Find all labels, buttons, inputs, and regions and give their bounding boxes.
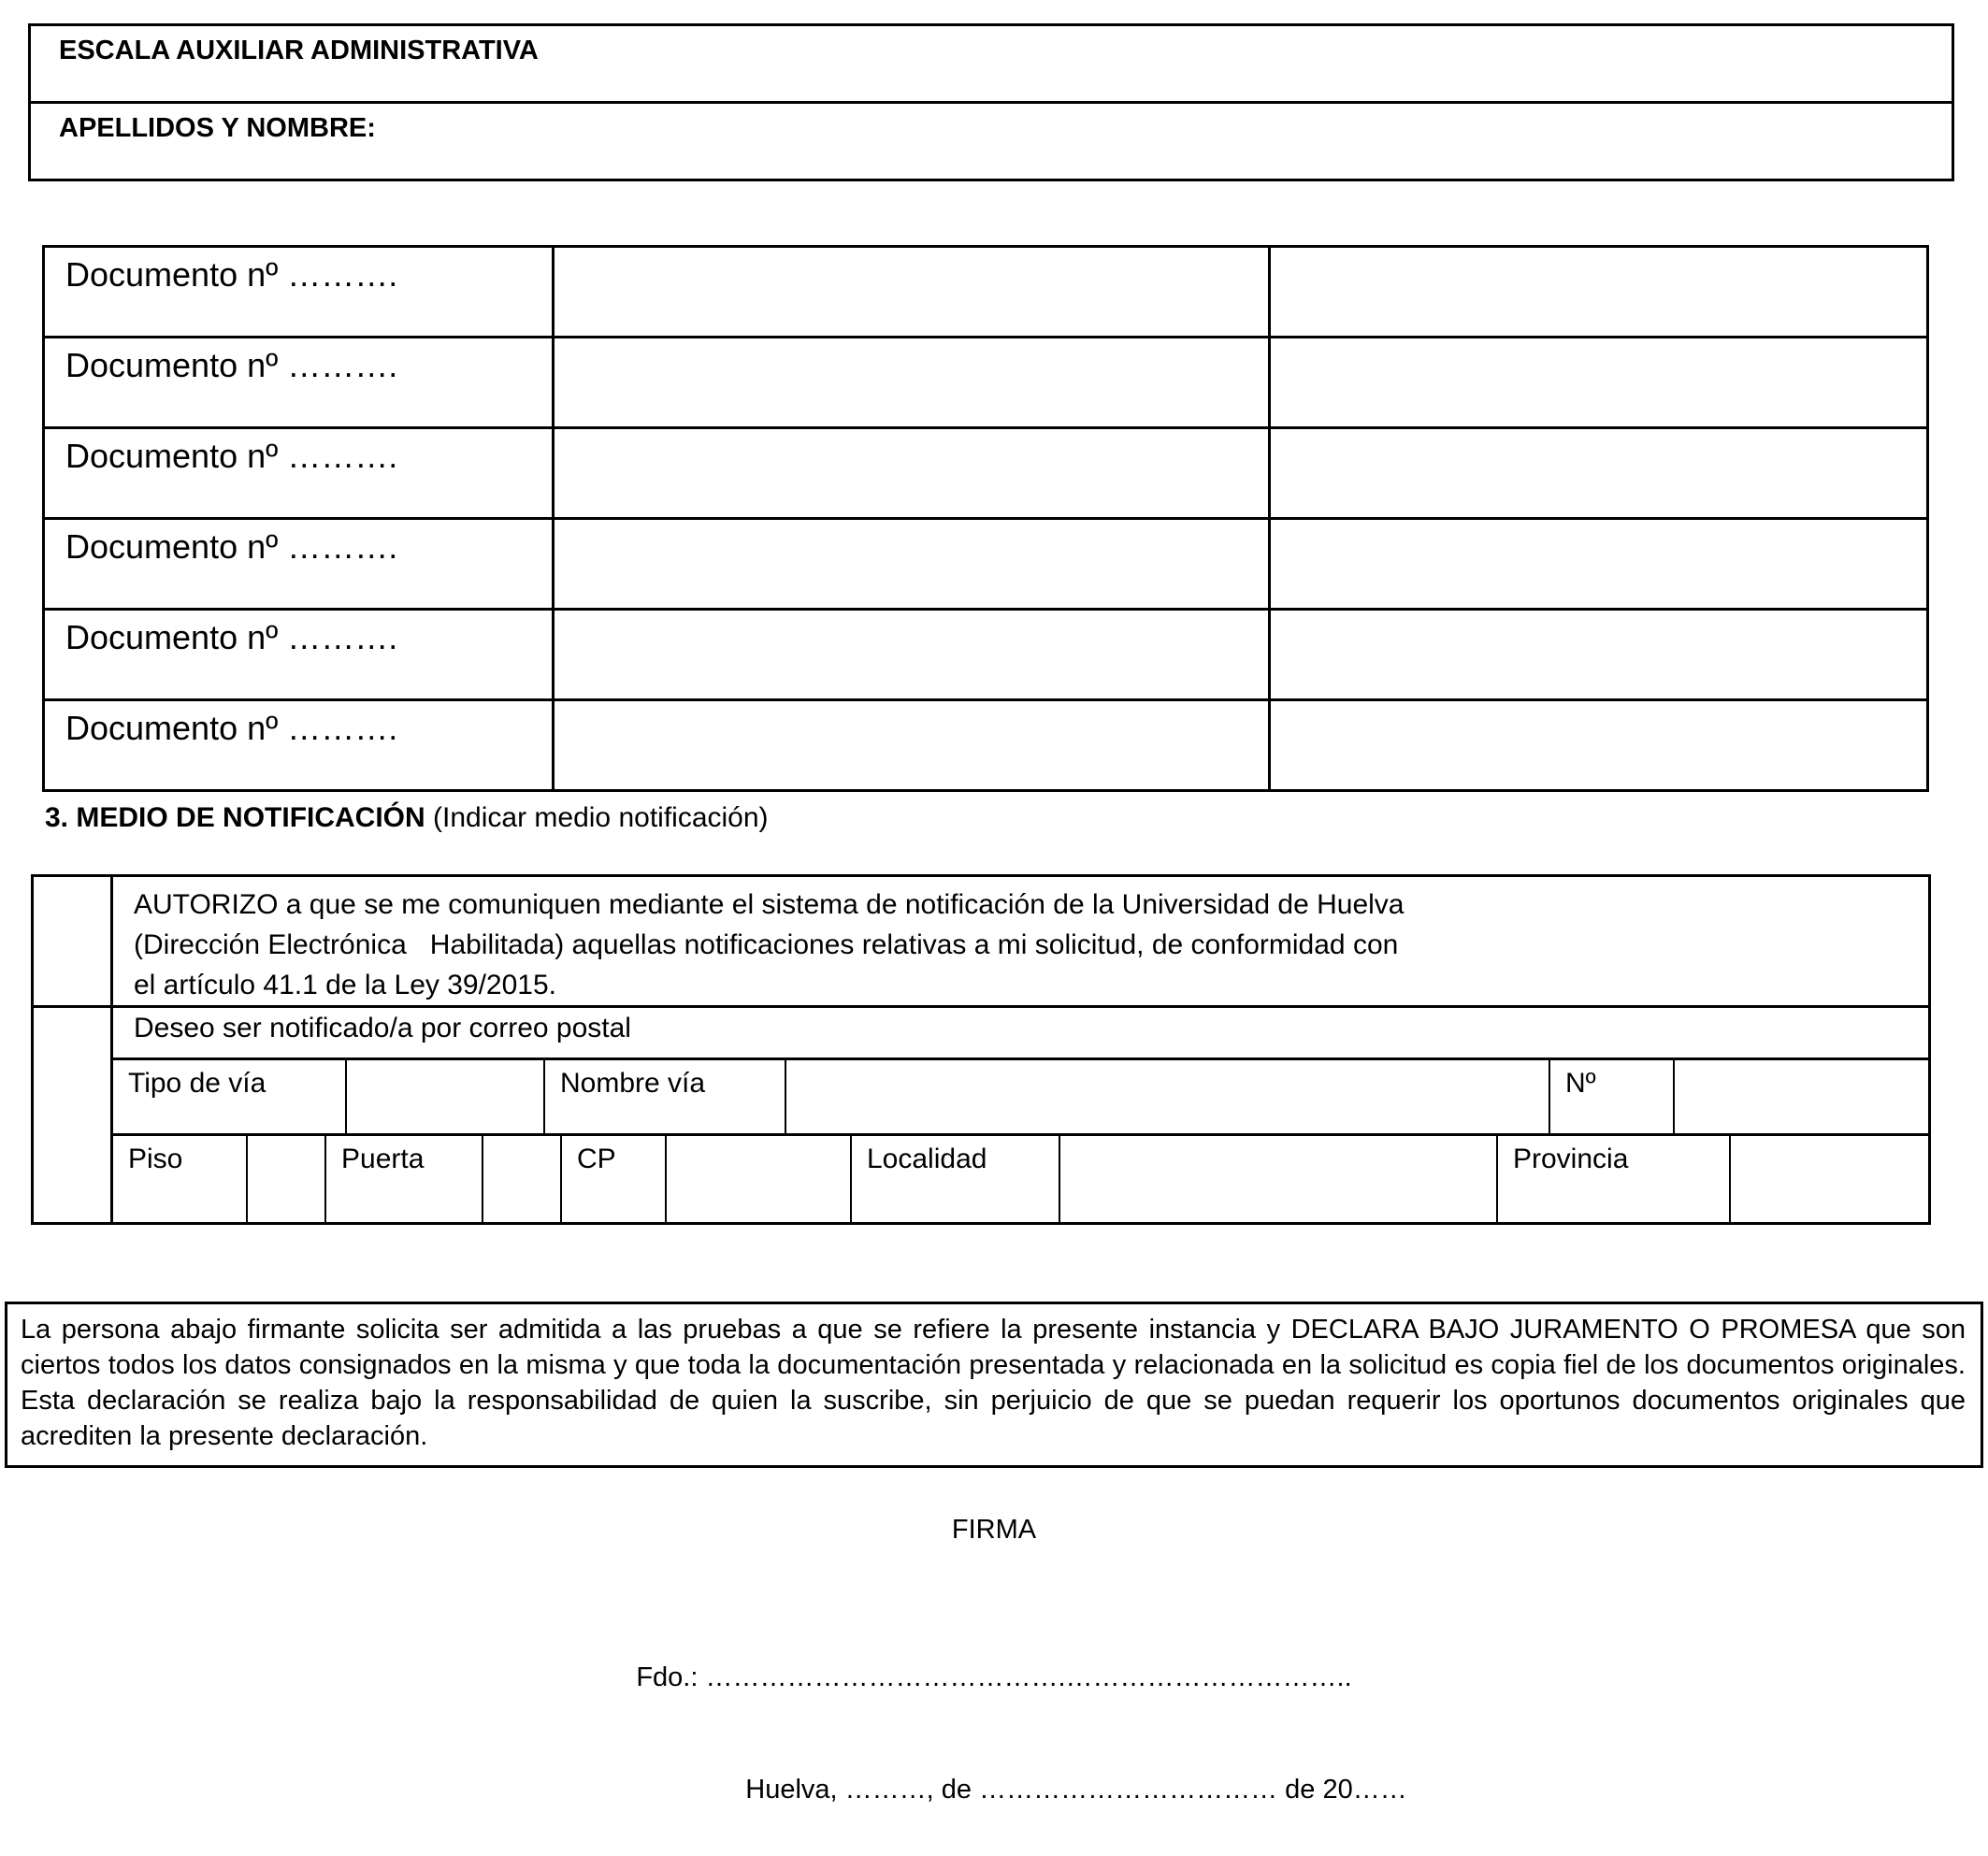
address-detail-row — [113, 1136, 1928, 1222]
nombre-via-label: Nombre vía — [545, 1060, 786, 1133]
cp-input[interactable] — [667, 1136, 852, 1222]
document-label: Documento nº ………. — [44, 519, 554, 610]
document-row — [44, 610, 1928, 700]
document-input-cell[interactable] — [554, 700, 1270, 791]
escala-row — [30, 25, 1953, 103]
declaration-box — [5, 1302, 1983, 1468]
document-input-cell[interactable] — [554, 610, 1270, 700]
autorizo-line-3: el artículo 41.1 de la Ley 39/2015. — [134, 970, 556, 1000]
firma-label: FIRMA — [951, 1515, 1037, 1545]
localidad-input[interactable] — [1060, 1136, 1498, 1222]
nombre-via-input[interactable] — [786, 1060, 1550, 1133]
document-input-cell[interactable] — [554, 338, 1270, 428]
document-input-cell[interactable] — [1270, 428, 1928, 519]
street-row — [113, 1060, 1928, 1136]
apellidos-label[interactable]: APELLIDOS Y NOMBRE: — [30, 103, 1953, 180]
document-input-cell[interactable] — [1270, 519, 1928, 610]
notification-heading-hint: (Indicar medio notificación) — [433, 802, 769, 833]
document-row — [44, 428, 1928, 519]
postal-address-area — [113, 1008, 1928, 1222]
document-label: Documento nº ………. — [44, 338, 554, 428]
autorizo-line-1: AUTORIZO a que se me comuniquen mediante el sistema de notificación de la Universidad de Huelva — [134, 889, 1405, 920]
document-row — [44, 338, 1928, 428]
numero-input[interactable] — [1675, 1060, 1928, 1133]
puerta-input[interactable] — [483, 1136, 562, 1222]
notification-row-postal — [34, 1008, 1928, 1222]
document-input-cell[interactable] — [1270, 700, 1928, 791]
documents-table — [42, 245, 1929, 792]
notification-table — [31, 874, 1931, 1225]
postal-checkbox-cell[interactable] — [34, 1008, 113, 1222]
declaration-text: La persona abajo firmante solicita ser admitida a las pruebas a que se refiere la presente instancia y DECLARA BAJO JURAMENTO O PROMESA que son ciertos todos los datos consignados en la misma y que toda la documentación presentada y relacionada en la solicitud es copia fiel de los documentos originales. Esta declaración se realiza bajo la responsabilidad de quien la suscribe, sin perjuicio de que se puedan requerir los oportunos documentos originales que acrediten la presente declaración. — [21, 1315, 1966, 1451]
document-label: Documento nº ………. — [44, 428, 554, 519]
document-input-cell[interactable] — [554, 428, 1270, 519]
postal-option-label: Deseo ser notificado/a por correo postal — [113, 1008, 1928, 1060]
provincia-label: Provincia — [1498, 1136, 1731, 1222]
deh-checkbox-cell[interactable] — [34, 877, 113, 1005]
notification-heading-title: 3. MEDIO DE NOTIFICACIÓN — [45, 802, 425, 833]
numero-label: Nº — [1550, 1060, 1675, 1133]
document-row — [44, 519, 1928, 610]
document-input-cell[interactable] — [1270, 247, 1928, 338]
notification-row-deh — [34, 877, 1928, 1008]
tipo-via-label: Tipo de vía — [113, 1060, 347, 1133]
document-input-cell[interactable] — [1270, 338, 1928, 428]
document-input-cell[interactable] — [554, 519, 1270, 610]
puerta-label: Puerta — [326, 1136, 483, 1222]
piso-input[interactable] — [248, 1136, 326, 1222]
document-input-cell[interactable] — [1270, 610, 1928, 700]
apellidos-row — [30, 103, 1953, 180]
document-label: Documento nº ………. — [44, 700, 554, 791]
tipo-via-input[interactable] — [347, 1060, 545, 1133]
localidad-label: Localidad — [852, 1136, 1060, 1222]
document-row — [44, 247, 1928, 338]
document-input-cell[interactable] — [554, 247, 1270, 338]
cp-label: CP — [562, 1136, 667, 1222]
piso-label: Piso — [113, 1136, 248, 1222]
document-row — [44, 700, 1928, 791]
autorizo-text — [113, 877, 1928, 1005]
notification-section-heading — [45, 802, 769, 834]
document-label: Documento nº ………. — [44, 247, 554, 338]
autorizo-line-2: (Dirección Electrónica Habilitada) aquellas notificaciones relativas a mi solicitud, de conformidad con — [134, 929, 1399, 960]
header-table — [28, 23, 1954, 181]
document-label: Documento nº ………. — [44, 610, 554, 700]
provincia-input[interactable] — [1731, 1136, 1928, 1222]
escala-label: ESCALA AUXILIAR ADMINISTRATIVA — [30, 25, 1953, 103]
place-date-line: Huelva, ………, de …………………………… de 20…… — [745, 1775, 1407, 1805]
signed-by-line: Fdo.: ………………………………….………………………….. — [636, 1662, 1352, 1692]
